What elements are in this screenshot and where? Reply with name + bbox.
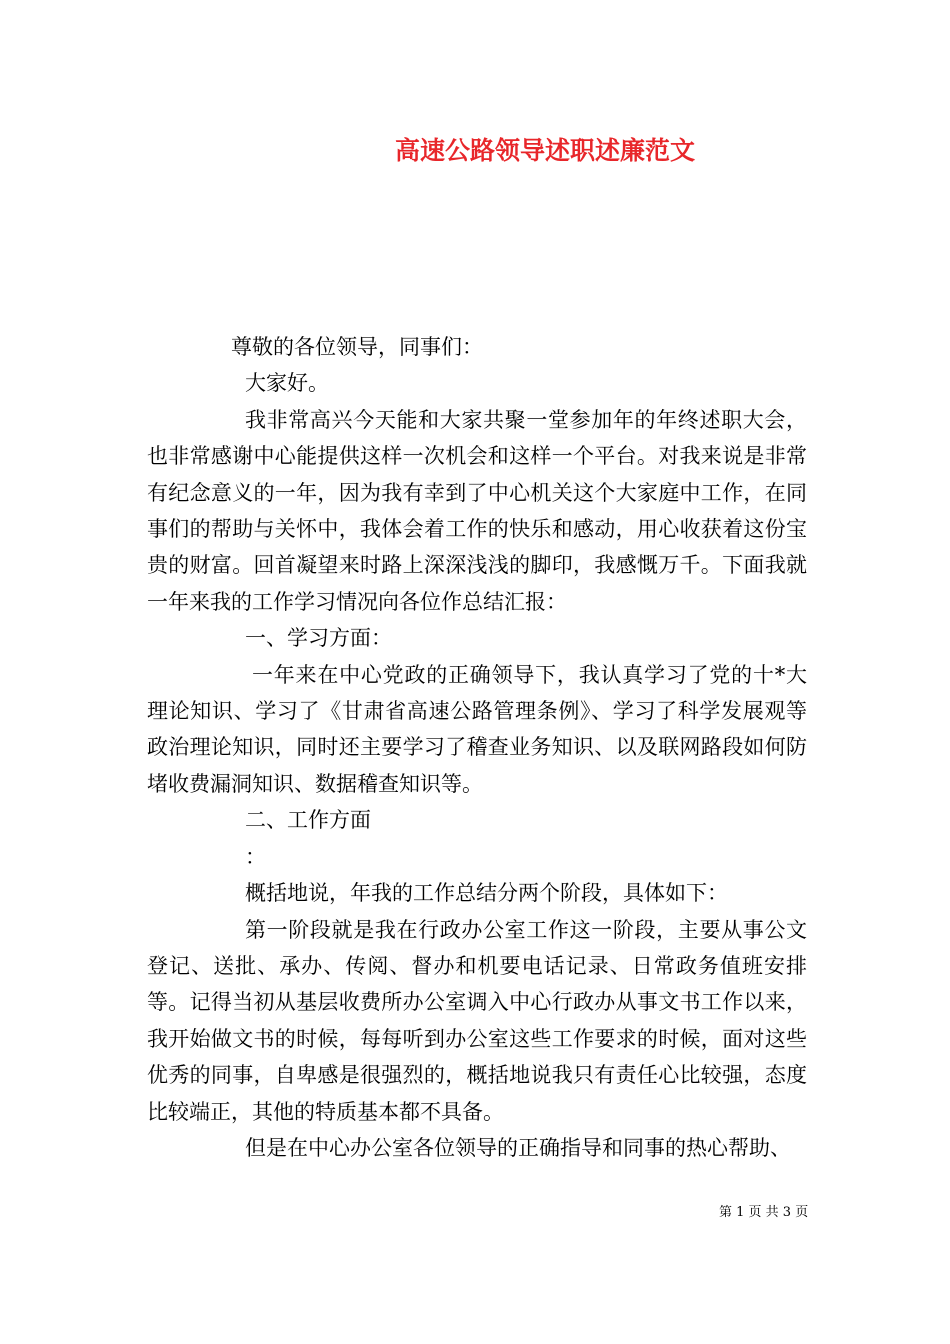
- document-title: 高速公路领导述职述廉范文: [394, 136, 695, 165]
- study-paragraph: 一年来在中心党政的正确领导下，我认真学习了党的十*大理论知识、学习了《甘肃省高速公路管理条例》、学习了科学发展观等政治理论知识，同时还主要学习了稽查业务知识、以及联网路段如何防堵收费漏洞知识、数据稽查知识等。: [147, 662, 807, 796]
- continuation-paragraph: 但是在中心办公室各位领导的正确指导和同事的热心帮助、: [245, 1135, 791, 1160]
- greeting-paragraph: 尊敬的各位领导，同事们：: [231, 335, 483, 359]
- summary-paragraph: 概括地说，年我的工作总结分两个阶段，具体如下：: [245, 881, 728, 906]
- hello-paragraph: 大家好。: [245, 371, 329, 396]
- section-heading-work: 二、工作方面: [245, 808, 371, 833]
- intro-paragraph: 我非常高兴今天能和大家共聚一堂参加年的年终述职大会，也非常感谢中心能提供这样一次机会和这样一个平台。对我来说是非常有纪念意义的一年，因为我有幸到了中心机关这个大家庭中工作，在同事们的帮助与关怀中，我体会着工作的快乐和感动，用心收获着这份宝贵的财富。回首凝望来时路上深深浅浅的脚印，我感慨万千。下面我就一年来我的工作学习情况向各位作总结汇报：: [147, 407, 807, 614]
- phase-one-paragraph: 第一阶段就是我在行政办公室工作这一阶段，主要从事公文登记、送批、承办、传阅、督办和机要电话记录、日常政务值班安排等。记得当初从基层收费所办公室调入中心行政办从事文书工作以来，我开始做文书的时候，每每听到办公室这些工作要求的时候，面对这些优秀的同事，自卑感是很强烈的，概括地说我只有责任心比较强，态度比较端正，其他的特质基本都不具备。: [147, 917, 807, 1124]
- section-heading-colon: ：: [245, 844, 266, 869]
- page-footer: 第 1 页 共 3 页: [719, 1205, 809, 1220]
- section-heading-study: 一、学习方面：: [245, 626, 392, 651]
- document-body: [147, 329, 807, 1166]
